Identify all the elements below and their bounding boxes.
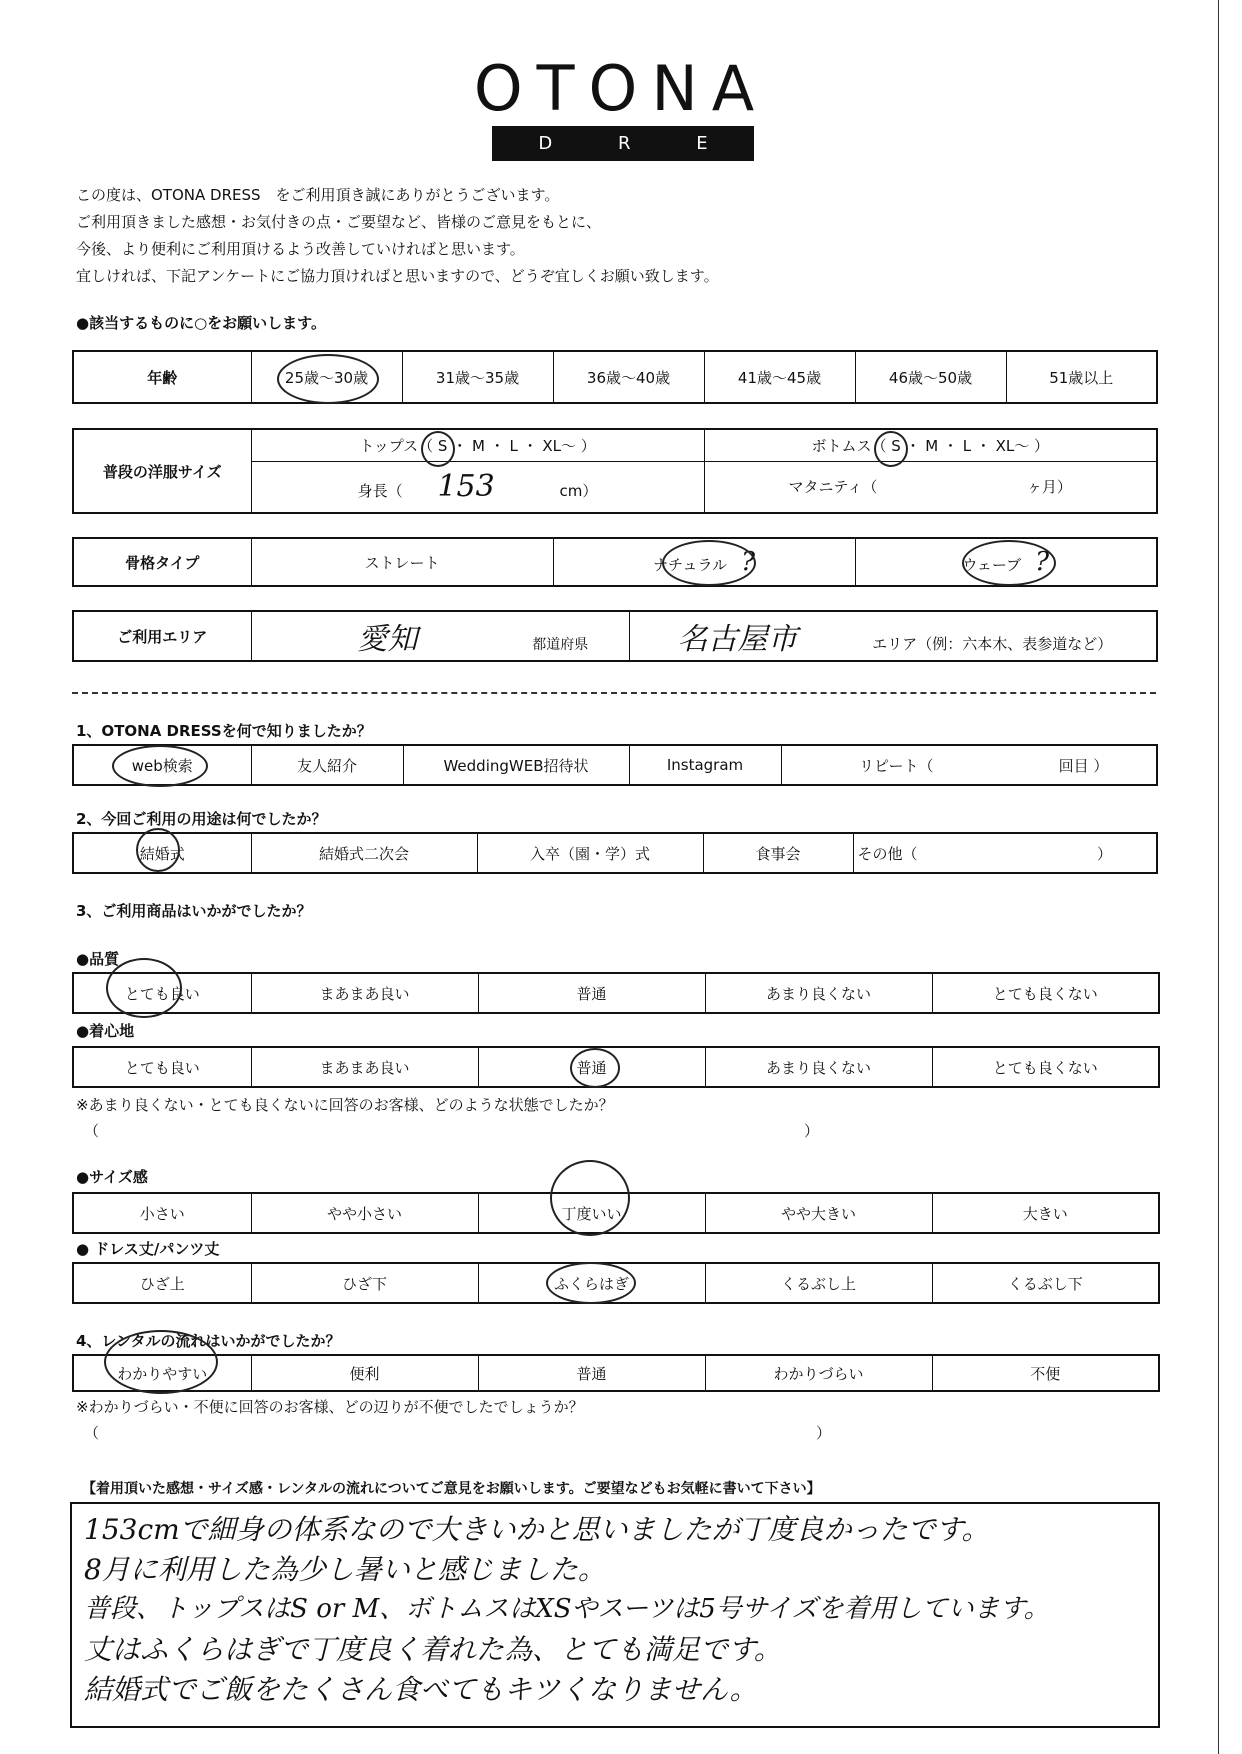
q1-option-friend[interactable]: 友人紹介 <box>251 745 403 785</box>
q4-option-normal[interactable]: 普通 <box>478 1355 705 1391</box>
q4-answer-close: ） <box>816 1424 832 1442</box>
q1-title: 1、OTONA DRESSを何で知りましたか？ <box>76 722 372 740</box>
quality-option-fairly-good[interactable]: まあまあ良い <box>251 973 478 1013</box>
q3-title: 3、ご利用商品はいかがでしたか？ <box>76 902 312 920</box>
area-table <box>72 610 1158 662</box>
height-field[interactable] <box>251 461 704 513</box>
quality-label: ●品質 <box>76 950 120 968</box>
maternity-unit: ヶ月） <box>1026 478 1072 497</box>
bottoms-size[interactable]: ボトムス（ S ・ M ・ L ・ XL～ ） <box>704 429 1157 461</box>
tops-size[interactable]: トップス（ S ・ M ・ L ・ XL～ ） <box>251 429 704 461</box>
intro-line: 今後、より便利にご利用頂けるよう改善していければと思います。 <box>76 240 525 258</box>
age-table <box>72 350 1158 404</box>
comment-line: 丈はふくらはぎで丁度良く着れた為、とても満足です。 <box>84 1633 782 1666</box>
q2-option-other[interactable]: その他（ <box>853 833 1053 873</box>
age-option-25-30[interactable]: 25歳～30歳 <box>251 351 402 403</box>
height-value: 153 <box>437 469 495 505</box>
selection-circle <box>421 431 455 467</box>
selection-circle <box>277 354 379 404</box>
prefecture-value: 愛知 <box>357 622 418 657</box>
brand-subtitle: D R E S S <box>492 126 754 161</box>
intro-line: ご利用頂きました感想・お気付きの点・ご要望など、皆様のご意見をもとに、 <box>76 213 602 231</box>
wave-question-mark: ? <box>1035 547 1050 577</box>
size-label: 普段の洋服サイズ <box>73 429 251 513</box>
comment-line: 結婚式でご飯をたくさん食べてもキツくなりません。 <box>84 1673 758 1706</box>
age-option-46-50[interactable]: 46歳～50歳 <box>855 351 1006 403</box>
intro-line: 宜しければ、下記アンケートにご協力頂ければと思いますので、どうぞ宜しくお願い致します。 <box>76 267 719 285</box>
q4-option-easy[interactable]: わかりやすい <box>73 1355 251 1391</box>
q1-repeat-count[interactable]: 回目 ） <box>1011 745 1157 785</box>
comment-line: 8月に利用した為少し暑いと感じました。 <box>84 1553 606 1586</box>
age-option-41-45[interactable]: 41歳～45歳 <box>704 351 855 403</box>
height-unit: cm） <box>559 482 598 501</box>
page-edge-line <box>1218 0 1219 1754</box>
selection-circle <box>106 958 182 1018</box>
selection-circle <box>962 540 1056 586</box>
prefecture-field[interactable] <box>251 611 629 661</box>
q1-table <box>72 744 1158 786</box>
city-value: 名古屋市 <box>677 622 798 657</box>
q1-option-web[interactable]: web検索 <box>73 745 251 785</box>
quality-option-not-good[interactable]: あまり良くない <box>705 973 932 1013</box>
quality-table <box>72 972 1160 1014</box>
comfort-option-fairly-good[interactable]: まあまあ良い <box>251 1047 478 1087</box>
comment-line: 153cmで細身の体系なので大きいかと思いましたが丁度良かったです。 <box>84 1513 990 1546</box>
q4-note: ※わかりづらい・不便に回答のお客様、どの辺りが不便でしたでしょうか？ <box>76 1398 584 1416</box>
circle-instruction: ●該当するものに○をお願いします。 <box>76 314 326 332</box>
q4-table <box>72 1354 1160 1392</box>
fit-option-slightly-large[interactable]: やや大きい <box>705 1193 932 1233</box>
natural-question-mark: ? <box>741 547 756 577</box>
prefecture-label: 都道府県 <box>532 637 589 653</box>
selection-circle <box>136 828 180 872</box>
quality-option-very-good[interactable]: とても良い <box>73 973 251 1013</box>
area-label: ご利用エリア <box>73 611 251 661</box>
selection-circle <box>104 1330 218 1394</box>
section-divider <box>72 692 1156 694</box>
length-option-below-ankle[interactable]: くるぶし下 <box>932 1263 1159 1303</box>
size-table <box>72 428 1158 514</box>
comfort-option-normal[interactable]: 普通 <box>478 1047 705 1087</box>
comfort-answer-open: （ <box>84 1122 100 1140</box>
q2-option-dinner[interactable]: 食事会 <box>703 833 853 873</box>
selection-circle <box>874 431 908 467</box>
brand-logo: OTONA <box>473 52 769 125</box>
wave-text: ウェーブ <box>962 556 1022 574</box>
comment-title: 【着用頂いた感想・サイズ感・レンタルの流れについてご意見をお願いします。ご要望などもお気軽に書いて下さい】 <box>82 1481 821 1497</box>
age-option-51-plus[interactable]: 51歳以上 <box>1006 351 1157 403</box>
area-hint: エリア（例：六本木、表参道など） <box>872 635 1113 653</box>
age-label: 年齢 <box>73 351 251 403</box>
comfort-label: ●着心地 <box>76 1022 135 1040</box>
q4-title: 4、レンタルの流れはいかがでしたか？ <box>76 1332 341 1350</box>
intro-text <box>76 182 719 290</box>
q1-option-repeat[interactable]: リピート（ <box>781 745 1011 785</box>
q4-option-convenient[interactable]: 便利 <box>251 1355 478 1391</box>
selection-circle <box>662 540 756 586</box>
q2-title: 2、今回ご利用の用途は何でしたか？ <box>76 810 327 828</box>
comfort-note: ※あまり良くない・とても良くないに回答のお客様、どのような状態でしたか？ <box>76 1096 614 1114</box>
comfort-answer-close: ） <box>804 1122 820 1140</box>
selection-circle <box>546 1262 636 1304</box>
maternity-field[interactable] <box>704 461 1157 513</box>
length-label: ● ドレス丈/パンツ丈 <box>76 1240 220 1258</box>
selection-circle <box>570 1048 620 1088</box>
q2-option-ceremony[interactable]: 入卒（園・学）式 <box>477 833 703 873</box>
age-option-31-35[interactable]: 31歳～35歳 <box>402 351 553 403</box>
natural-text: ナチュラル <box>652 556 728 574</box>
fit-option-large[interactable]: 大きい <box>932 1193 1159 1233</box>
maternity-label: マタニティ（ <box>788 478 878 497</box>
length-option-above-ankle[interactable]: くるぶし上 <box>705 1263 932 1303</box>
selection-circle <box>112 745 208 787</box>
comment-line: 普段、トップスはS or M、ボトムスはXSやスーツは5号サイズを着用しています。 <box>84 1594 1050 1624</box>
comfort-option-not-good[interactable]: あまり良くない <box>705 1047 932 1087</box>
q4-answer-open: （ <box>84 1424 100 1442</box>
q4-option-confusing[interactable]: わかりづらい <box>705 1355 932 1391</box>
fit-option-slightly-small[interactable]: やや小さい <box>251 1193 478 1233</box>
q4-option-inconvenient[interactable]: 不便 <box>932 1355 1159 1391</box>
city-field[interactable] <box>629 611 1157 661</box>
q2-table <box>72 832 1158 874</box>
q2-other-close[interactable]: ） <box>1053 833 1157 873</box>
q2-option-wedding[interactable]: 結婚式 <box>73 833 251 873</box>
comment-box[interactable] <box>70 1502 1160 1728</box>
intro-line: この度は、OTONA DRESS をご利用頂き誠にありがとうございます。 <box>76 186 560 204</box>
q1-option-wedding-web[interactable]: WeddingWEB招待状 <box>403 745 629 785</box>
length-option-below-knee[interactable]: ひざ下 <box>251 1263 478 1303</box>
age-option-36-40[interactable]: 36歳～40歳 <box>553 351 704 403</box>
comfort-option-very-bad[interactable]: とても良くない <box>932 1047 1159 1087</box>
fit-label: ●サイズ感 <box>76 1168 148 1186</box>
frame-straight[interactable]: ストレート <box>251 538 553 586</box>
quality-option-normal[interactable]: 普通 <box>478 973 705 1013</box>
comfort-option-very-good[interactable]: とても良い <box>73 1047 251 1087</box>
quality-option-very-bad[interactable]: とても良くない <box>932 973 1159 1013</box>
length-option-calf[interactable]: ふくらはぎ <box>478 1263 705 1303</box>
length-option-above-knee[interactable]: ひざ上 <box>73 1263 251 1303</box>
frame-label: 骨格タイプ <box>73 538 251 586</box>
selection-circle <box>550 1160 630 1236</box>
q1-option-instagram[interactable]: Instagram <box>629 745 781 785</box>
fit-option-just-right[interactable]: 丁度いい <box>478 1193 705 1233</box>
fit-option-small[interactable]: 小さい <box>73 1193 251 1233</box>
q2-option-after-party[interactable]: 結婚式二次会 <box>251 833 477 873</box>
height-label: 身長（ <box>357 482 403 501</box>
